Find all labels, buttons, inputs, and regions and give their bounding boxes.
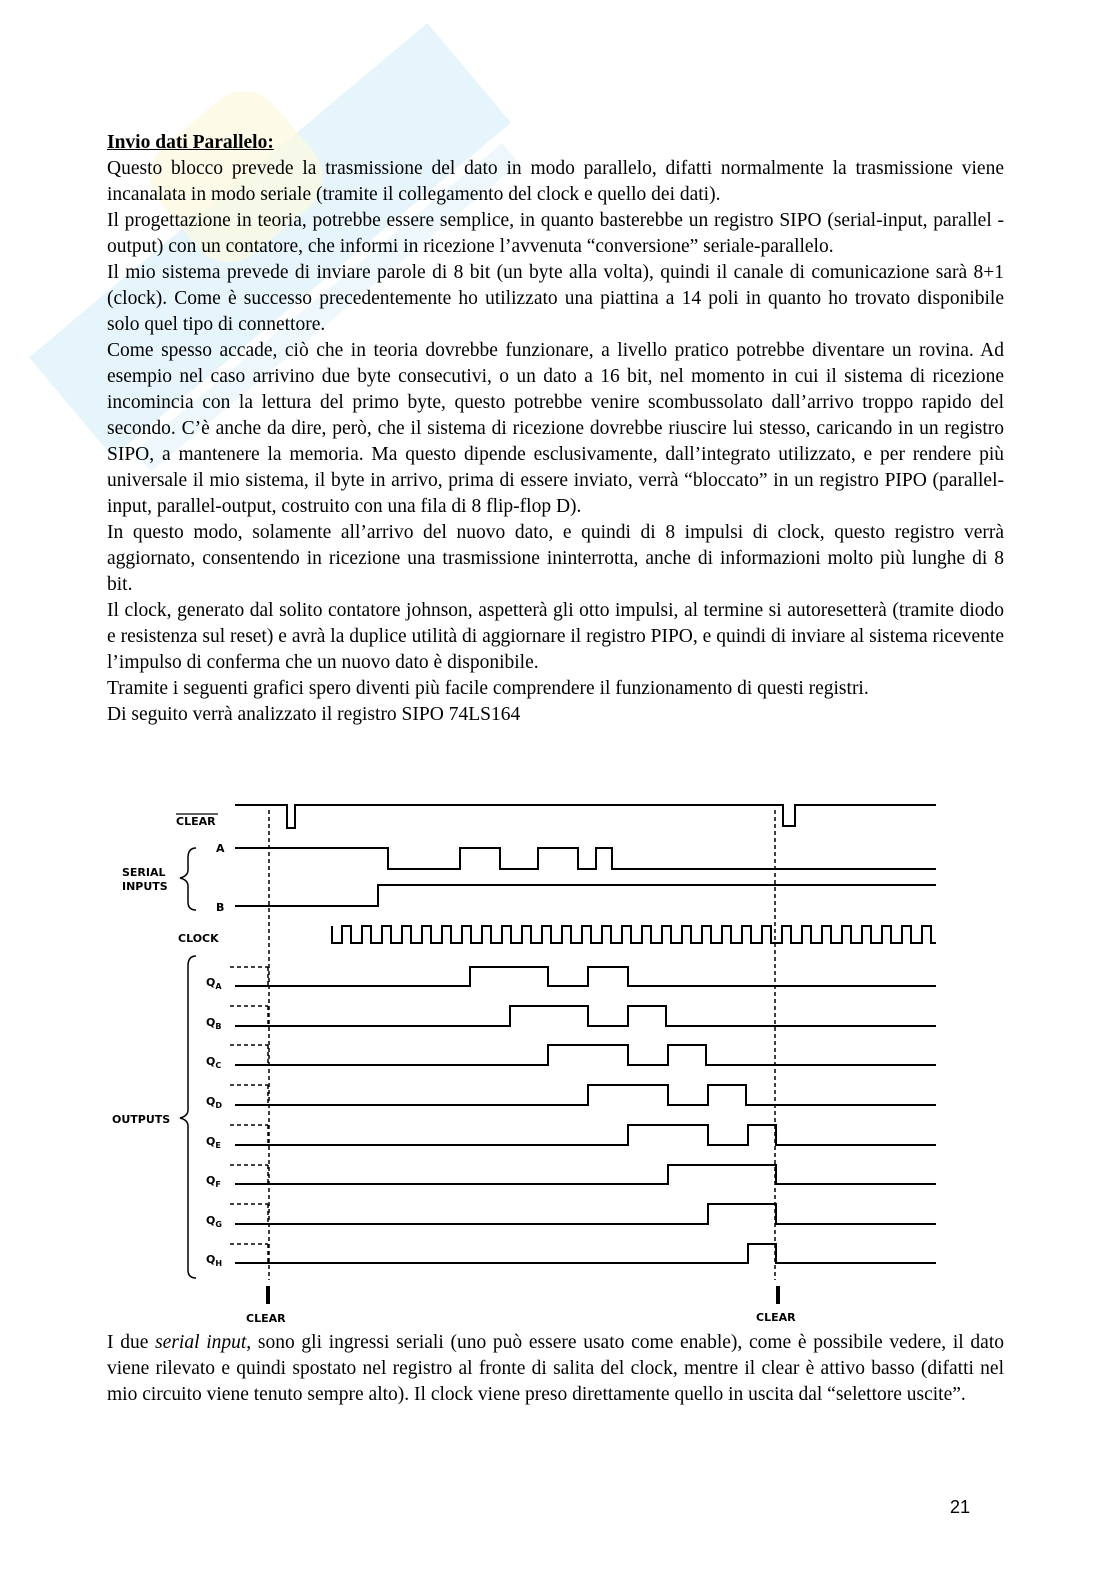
serial-input-term: serial input xyxy=(155,1332,247,1353)
page-number: 21 xyxy=(950,1497,971,1517)
clear-waveform xyxy=(235,805,936,828)
serial-inputs-label-2: INPUTS xyxy=(122,880,168,893)
bottom-clear-label-2: CLEAR xyxy=(756,1311,796,1324)
clear-tick-1 xyxy=(266,1286,270,1304)
paragraph-graphs: Tramite i seguenti grafici spero diventi più facile comprendere il funzionamento di questi registri. xyxy=(107,678,869,699)
qf-waveform xyxy=(235,1165,936,1184)
output-label-a: $Q_A$ xyxy=(206,976,222,991)
closing-text xyxy=(107,1330,1004,1408)
output-label-f: $Q_F$ xyxy=(206,1174,221,1189)
output-label-b: $Q_B$ xyxy=(206,1016,222,1031)
paragraph-serial-input: I due serial input, sono gli ingressi seriali (uno può essere usato come enable), come è possibile vedere, il dato viene rilevato e quindi spostato nel registro al fronte di salita del clock, mentre il clear è attivo basso (difatti nel mio circuito viene tenuto sempre alto). Il clock viene preso direttamente quello in uscita dal “selettore uscite”. xyxy=(107,1332,1004,1405)
paragraph-update: In questo modo, solamente all’arrivo del nuovo dato, e quindi di 8 impulsi di clock, questo registro verrà aggiornato, consentendo in ricezione una trasmissione ininterrotta, anche di informazioni molto più lunghe di 8 bit. xyxy=(107,522,1004,595)
paragraph-system: Il mio sistema prevede di inviare parole di 8 bit (un byte alla volta), quindi il canale di comunicazione sarà 8+1 (clock). Come è successo precedentemente ho utilizzato una piattina a 14 poli in quanto ho trovato disponibile solo quel tipo di connettore. xyxy=(107,262,1004,335)
qh-waveform xyxy=(235,1244,936,1263)
bottom-clear-label-1: CLEAR xyxy=(246,1312,286,1325)
qd-waveform xyxy=(235,1085,936,1105)
input-a-label: A xyxy=(216,842,225,855)
clear-tick-2 xyxy=(776,1286,780,1304)
output-label-c: $Q_C$ xyxy=(206,1055,222,1070)
output-label-g: $Q_G$ xyxy=(206,1214,222,1229)
input-b-waveform xyxy=(235,885,936,906)
output-label-d: $Q_D$ xyxy=(206,1095,222,1110)
paragraph-intro: Questo blocco prevede la trasmissione del dato in modo parallelo, difatti normalmente la trasmissione viene incanalata in modo seriale (tramite il collegamento del clock e quello dei dati). xyxy=(107,158,1004,205)
qg-waveform xyxy=(235,1204,936,1224)
qe-waveform xyxy=(235,1125,936,1145)
paragraph-practice: Come spesso accade, ciò che in teoria dovrebbe funzionare, a livello pratico potrebbe diventare un rovina. Ad esempio nel caso arrivino due byte consecutivi, o un dato a 16 bit, nel momento in cui il sistema di ricezione incomincia con la lettura del primo byte, questo potrebbe venire scombussolato dall’arrivo troppo rapido del secondo. C’è anche da dire, però, che il sistema di ricezione dovrebbe riuscire lui stesso, caricando in un registro SIPO, a mantenere la memoria. Ma questo dipende esclusivamente, dall’integrato utilizzato, e per rendere più universale il mio sistema, il byte in arrivo, prima di essere inviato, verrà “bloccato” in un registro PIPO (parallel-input, parallel-output, costruito con una fila di 8 flip-flop D). xyxy=(107,340,1004,517)
clock-waveform xyxy=(332,926,936,943)
qb-waveform xyxy=(235,1006,936,1026)
serial-inputs-label-1: SERIAL xyxy=(122,866,166,879)
outputs-brace xyxy=(180,956,196,1278)
serial-inputs-brace xyxy=(180,848,196,910)
qc-waveform xyxy=(235,1045,936,1065)
output-label-h: $Q_H$ xyxy=(206,1253,223,1268)
timing-diagram xyxy=(100,790,980,1335)
paragraph-clock: Il clock, generato dal solito contatore johnson, aspetterà gli otto impulsi, al termine si autoresetterà (tramite diodo e resistenza sul reset) e avrà la duplice utilità di aggiornare il registro PIPO, e quindi di inviare al sistema ricevente l’impulso di conferma che un nuovo dato è disponibile. xyxy=(107,600,1004,673)
main-text xyxy=(107,130,1004,728)
input-a-waveform xyxy=(235,848,936,869)
qa-waveform xyxy=(235,967,936,986)
output-labels xyxy=(206,976,222,1268)
clear-label: CLEAR xyxy=(176,815,216,828)
outputs-label: OUTPUTS xyxy=(112,1113,171,1126)
section-heading: Invio dati Parallelo: xyxy=(107,132,274,153)
output-label-e: $Q_E$ xyxy=(206,1135,221,1150)
paragraph-design: Il progettazione in teoria, potrebbe essere semplice, in quanto basterebbe un registro SIPO (serial-input, parallel - output) con un contatore, che informi in ricezione l’avvenuta “conversione” seriale-parallelo. xyxy=(107,210,1004,257)
clock-label: CLOCK xyxy=(178,932,219,945)
input-b-label: B xyxy=(216,901,225,914)
paragraph-sipo: Di seguito verrà analizzato il registro SIPO 74LS164 xyxy=(107,704,521,725)
